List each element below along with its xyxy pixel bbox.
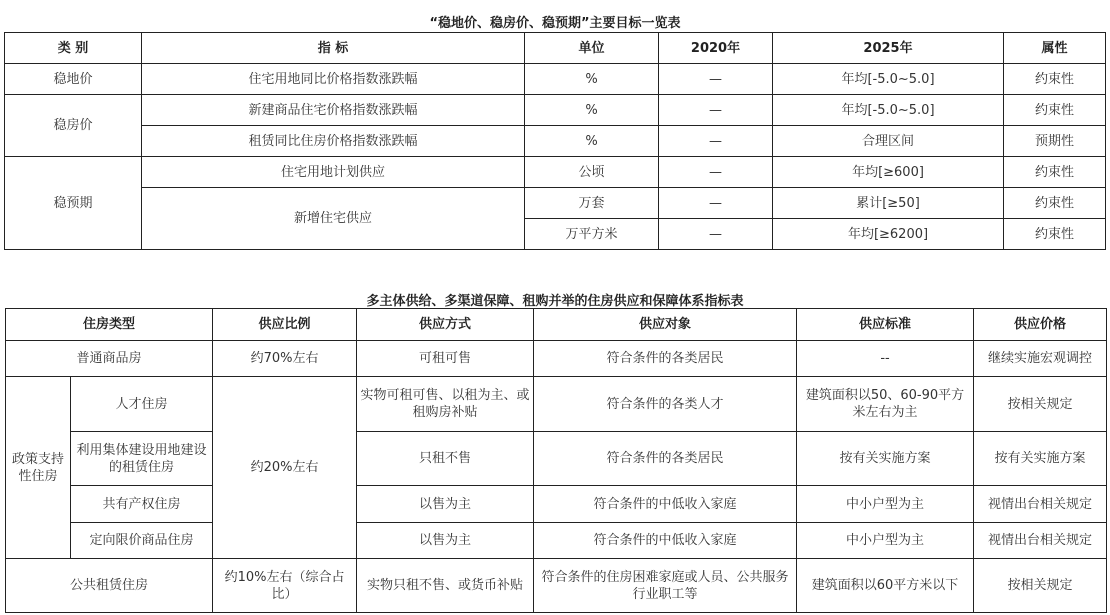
header-cell: 住房类型 — [6, 309, 213, 341]
ratio-cell: 约10%左右（综合占比） — [213, 559, 357, 613]
type-cell: 公共租赁住房 — [6, 559, 213, 613]
table-row — [6, 377, 1107, 432]
standard-cell: 中小户型为主 — [797, 523, 974, 559]
price-cell: 按相关规定 — [974, 559, 1107, 613]
header-cell: 2020年 — [659, 33, 773, 64]
method-cell: 实物只租不售、或货币补贴 — [357, 559, 534, 613]
header-cell: 供应标准 — [797, 309, 974, 341]
table-header-row — [5, 33, 1106, 64]
type-cell: 定向限价商品住房 — [71, 523, 213, 559]
housing-targets-table — [4, 32, 1106, 250]
table-row — [6, 432, 1107, 486]
method-cell: 实物可租可售、以租为主、或租购房补贴 — [357, 377, 534, 432]
table-row — [5, 95, 1106, 126]
header-cell: 供应比例 — [213, 309, 357, 341]
standard-cell: 建筑面积以50、60-90平方米左右为主 — [797, 377, 974, 432]
table-row — [5, 64, 1106, 95]
type-cell: 共有产权住房 — [71, 486, 213, 523]
header-cell: 2025年 — [773, 33, 1004, 64]
category-cell: 稳地价 — [5, 64, 142, 95]
standard-cell: 按有关实施方案 — [797, 432, 974, 486]
y2025-cell: 合理区间 — [773, 126, 1004, 157]
ratio-cell: 约20%左右 — [213, 377, 357, 559]
table1-title: “稳地价、稳房价、稳预期”主要目标一览表 — [429, 16, 681, 31]
y2020-cell: — — [659, 64, 773, 95]
method-cell: 可租可售 — [357, 341, 534, 377]
header-cell: 指 标 — [142, 33, 525, 64]
ratio-cell: 约70%左右 — [213, 341, 357, 377]
header-cell: 单位 — [525, 33, 659, 64]
type-cell: 人才住房 — [71, 377, 213, 432]
price-cell: 按有关实施方案 — [974, 432, 1107, 486]
indicator-cell: 租赁同比住房价格指数涨跌幅 — [142, 126, 525, 157]
target-cell: 符合条件的住房困难家庭或人员、公共服务行业职工等 — [534, 559, 797, 613]
price-cell: 视情出台相关规定 — [974, 523, 1107, 559]
type-cell: 普通商品房 — [6, 341, 213, 377]
header-cell: 供应方式 — [357, 309, 534, 341]
y2020-cell: — — [659, 126, 773, 157]
standard-cell: 建筑面积以60平方米以下 — [797, 559, 974, 613]
policy-group-cell: 政策支持性住房 — [6, 377, 71, 559]
method-cell: 只租不售 — [357, 432, 534, 486]
unit-cell: 万平方米 — [525, 219, 659, 250]
category-cell: 稳预期 — [5, 157, 142, 250]
table-row — [5, 126, 1106, 157]
y2020-cell: — — [659, 219, 773, 250]
target-cell: 符合条件的中低收入家庭 — [534, 486, 797, 523]
y2025-cell: 累计[≥50] — [773, 188, 1004, 219]
price-cell: 继续实施宏观调控 — [974, 341, 1107, 377]
attr-cell: 约束性 — [1004, 95, 1106, 126]
table-row — [6, 486, 1107, 523]
y2025-cell: 年均[-5.0~5.0] — [773, 95, 1004, 126]
header-cell: 供应价格 — [974, 309, 1107, 341]
price-cell: 视情出台相关规定 — [974, 486, 1107, 523]
target-cell: 符合条件的各类居民 — [534, 341, 797, 377]
y2020-cell: — — [659, 188, 773, 219]
standard-cell: 中小户型为主 — [797, 486, 974, 523]
standard-cell: -- — [797, 341, 974, 377]
target-cell: 符合条件的各类人才 — [534, 377, 797, 432]
attr-cell: 约束性 — [1004, 64, 1106, 95]
attr-cell: 约束性 — [1004, 157, 1106, 188]
method-cell: 以售为主 — [357, 486, 534, 523]
y2025-cell: 年均[≥600] — [773, 157, 1004, 188]
attr-cell: 约束性 — [1004, 219, 1106, 250]
target-cell: 符合条件的中低收入家庭 — [534, 523, 797, 559]
header-cell: 供应对象 — [534, 309, 797, 341]
unit-cell: 万套 — [525, 188, 659, 219]
indicator-cell: 新建商品住宅价格指数涨跌幅 — [142, 95, 525, 126]
table-row — [6, 341, 1107, 377]
table2-title: 多主体供给、多渠道保障、租购并举的住房供应和保障体系指标表 — [366, 294, 744, 309]
type-cell: 利用集体建设用地建设的租赁住房 — [71, 432, 213, 486]
attr-cell: 约束性 — [1004, 188, 1106, 219]
y2020-cell: — — [659, 157, 773, 188]
housing-supply-table — [5, 308, 1107, 613]
category-cell: 稳房价 — [5, 95, 142, 157]
table-header-row — [6, 309, 1107, 341]
method-cell: 以售为主 — [357, 523, 534, 559]
indicator-cell: 住宅用地计划供应 — [142, 157, 525, 188]
y2025-cell: 年均[-5.0~5.0] — [773, 64, 1004, 95]
table-row — [5, 188, 1106, 219]
unit-cell: % — [525, 126, 659, 157]
unit-cell: % — [525, 95, 659, 126]
table-row — [6, 523, 1107, 559]
y2020-cell: — — [659, 95, 773, 126]
table-row — [5, 157, 1106, 188]
table-row — [6, 559, 1107, 613]
attr-cell: 预期性 — [1004, 126, 1106, 157]
y2025-cell: 年均[≥6200] — [773, 219, 1004, 250]
price-cell: 按相关规定 — [974, 377, 1107, 432]
target-cell: 符合条件的各类居民 — [534, 432, 797, 486]
header-cell: 类 别 — [5, 33, 142, 64]
unit-cell: % — [525, 64, 659, 95]
unit-cell: 公顷 — [525, 157, 659, 188]
indicator-cell: 新增住宅供应 — [142, 188, 525, 250]
header-cell: 属性 — [1004, 33, 1106, 64]
indicator-cell: 住宅用地同比价格指数涨跌幅 — [142, 64, 525, 95]
